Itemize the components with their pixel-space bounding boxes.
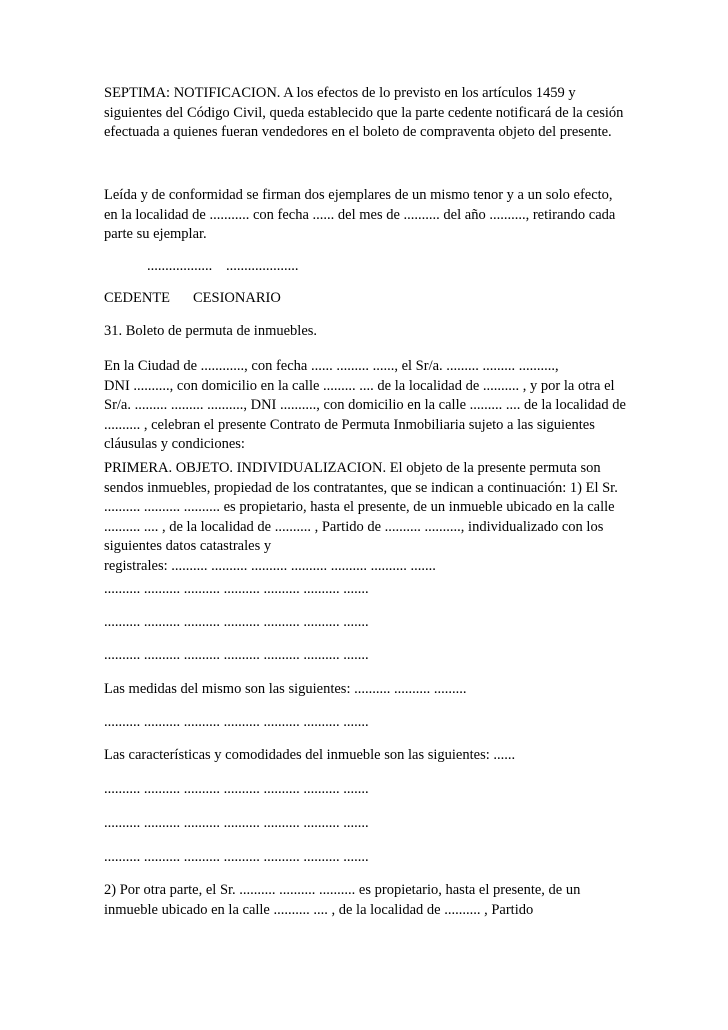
clause-primera: PRIMERA. OBJETO. INDIVIDUALIZACION. El objeto de la presente permuta son sendos inmuebles, propiedad de los contratantes, que se indican a continuación: 1) El Sr. .......... .......... .......... es propietario, hasta el presente, de un inmueble ubicado en la calle .......... .... , de la localidad de .......... , Partido de .......... .........., individualizado con los siguientes datos catastrales y registrales: .......... .......... .......... .......... .......... .......... ....... xyxy=(104,460,618,574)
medidas-line: Las medidas del mismo son las siguientes: .......... .......... ......... xyxy=(104,681,467,697)
second-property-paragraph: 2) Por otra parte, el Sr. .......... .......... .......... es propietario, hasta el presente, de un inmueble ubicado en la calle .......... .... , de la localidad de .......... , Partido xyxy=(104,882,581,918)
section-title: 31. Boleto de permuta de inmuebles. xyxy=(104,323,318,339)
label-cesionario: CESIONARIO xyxy=(193,290,281,306)
signature-line-cesionario: .................... xyxy=(226,258,299,274)
dotted-line: .......... .......... .......... .......... .......... .......... ....... xyxy=(104,714,369,730)
label-cedente: CEDENTE xyxy=(104,290,171,306)
closing-paragraph: Leída y de conformidad se firman dos ejemplares de un mismo tenor y a un solo efecto, en la localidad de ........... con fecha ...... del mes de .......... del año .........., retirando cada parte su ejemplar. xyxy=(104,187,616,242)
caracteristicas-line: Las características y comodidades del inmueble son las siguientes: ...... xyxy=(104,747,516,763)
signature-line-cedente: .................. xyxy=(147,258,213,274)
dotted-line: .......... .......... .......... .......... .......... .......... ....... xyxy=(104,614,369,630)
dotted-line: .......... .......... .......... .......... .......... .......... ....... xyxy=(104,647,369,663)
intro-paragraph: En la Ciudad de ............, con fecha ...... ......... ......, el Sr/a. ......... ......... .........., DNI .........., con domicilio en la calle ......... .... de la localidad de .......... , y por la otra el Sr/a. ......... ......... .........., DNI .........., con domicilio en la calle ......... .... de la localidad de .......... , celebran el presente Contrato de Permuta Inmobiliaria sujeto a las siguientes cláusulas y condiciones: xyxy=(104,358,626,452)
dotted-line: .......... .......... .......... .......... .......... .......... ....... xyxy=(104,581,369,597)
dotted-line: .......... .......... .......... .......... .......... .......... ....... xyxy=(104,781,369,797)
dotted-line: .......... .......... .......... .......... .......... .......... ....... xyxy=(104,849,369,865)
dotted-line: .......... .......... .......... .......... .......... .......... ....... xyxy=(104,815,369,831)
clause-septima: SEPTIMA: NOTIFICACION. A los efectos de lo previsto en los artículos 1459 y siguientes del Código Civil, queda establecido que la parte cedente notificará de la cesión efectuada a quienes fueran vendedores en el boleto de compraventa objeto del presente. xyxy=(104,85,624,140)
